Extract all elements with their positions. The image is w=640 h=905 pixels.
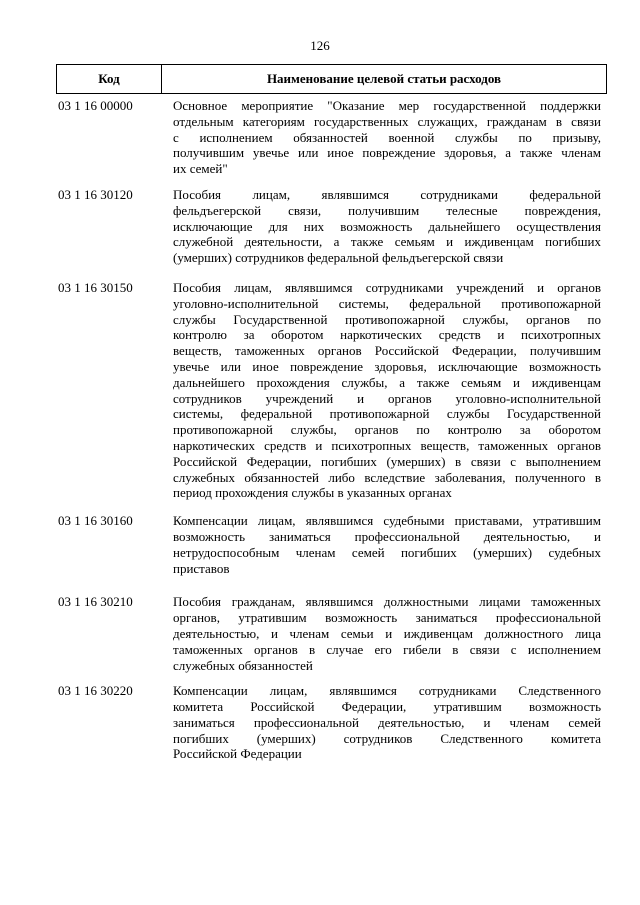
description-line: увечье или иное повреждение здоровья, исключающие возможность	[173, 358, 601, 374]
table-body	[56, 98, 607, 762]
description-line: Пособия лицам, являвшимся сотрудниками федеральной	[173, 186, 601, 202]
description-line: Компенсации лицам, являвшимся сотрудниками Следственного	[173, 683, 601, 699]
description-line: фельдъегерской связи, получившим телесные повреждения,	[173, 202, 601, 218]
table-row	[56, 187, 607, 266]
table-row	[56, 280, 607, 501]
description-line: дальнейшего прохождения службы, а также семьям и иждивенцам	[173, 374, 601, 390]
description-line: отдельным категориям государственных служащих, гражданам в связи	[173, 113, 601, 129]
description-line: служебных обязанностей	[173, 657, 313, 673]
description-line: уголовно-исполнительной системы, федеральной противопожарной	[173, 295, 601, 311]
table-row	[56, 98, 607, 177]
header-code: Код	[57, 65, 162, 93]
description-line: комитета Российской Федерации, утратившим возможность	[173, 699, 601, 715]
description-line: наркотических средств и психотропных веществ, таможенных органов	[173, 437, 601, 453]
description-line: Российской Федерации	[173, 746, 302, 762]
description-line: Российской Федерации, погибших (умерших) в связи с выполнением	[173, 453, 601, 469]
row-description	[173, 683, 601, 762]
table-row	[56, 683, 607, 762]
description-line: возможность заниматься профессиональной деятельностью, и	[173, 528, 601, 544]
row-description	[173, 280, 601, 501]
description-line: противопожарной службы, органов по контролю за оборотом	[173, 422, 601, 438]
description-line: сотрудников учреждений и органов уголовно-исполнительной	[173, 390, 601, 406]
description-line: исключающие для них возможность дальнейшего осуществления	[173, 218, 601, 234]
description-line: Компенсации лицам, являвшимся судебными приставами, утратившим	[173, 513, 601, 529]
description-line: погибших (умерших) сотрудников Следственного комитета	[173, 730, 601, 746]
row-code: 03 1 16 30160	[58, 513, 133, 529]
description-line: их семей"	[173, 161, 228, 177]
table-row	[56, 594, 607, 673]
table-header	[56, 64, 607, 94]
description-line: веществ, таможенных органов Российской Федерации, получившим	[173, 343, 601, 359]
row-description	[173, 98, 601, 177]
description-line: (умерших) сотрудников федеральной фельдъегерской связи	[173, 250, 504, 266]
table-row	[56, 513, 607, 576]
description-line: органов, утратившим возможность заниматься профессиональной	[173, 610, 601, 626]
description-line: с исполнением обязанностей военной службы по призыву,	[173, 129, 601, 145]
header-name: Наименование целевой статьи расходов	[266, 71, 502, 86]
description-line: Пособия лицам, являвшимся сотрудниками учреждений и органов	[173, 279, 601, 295]
row-code: 03 1 16 30220	[58, 683, 133, 699]
description-line: таможенных органов в случае его гибели в связи с исполнением	[173, 641, 601, 657]
row-description	[173, 594, 601, 673]
description-line: системы, федеральной противопожарной службы Государственной	[173, 406, 601, 422]
row-description	[173, 513, 601, 576]
description-line: контролю за оборотом наркотических средств и психотропных	[173, 327, 601, 343]
row-code: 03 1 16 30210	[58, 594, 133, 610]
page-number: 126	[310, 38, 330, 53]
row-code: 03 1 16 30120	[58, 186, 133, 202]
description-line: период прохождения службы в указанных органах	[173, 485, 452, 501]
row-code: 03 1 16 30150	[58, 279, 133, 295]
description-line: Пособия гражданам, являвшимся должностными лицами таможенных	[173, 594, 601, 610]
description-line: получившим увечье или иное повреждение здоровья, а также членам	[173, 145, 601, 161]
description-line: служебных обязанностей либо вследствие заболевания, полученного в	[173, 469, 601, 485]
description-line: заниматься профессиональной деятельностью, и членам семей	[173, 714, 601, 730]
description-line: службы Государственной противопожарной службы, органов по	[173, 311, 601, 327]
row-code: 03 1 16 00000	[58, 98, 133, 113]
description-line: Основное мероприятие "Оказание мер государственной поддержки	[173, 98, 601, 113]
row-description	[173, 187, 601, 266]
description-line: приставов	[173, 560, 230, 576]
description-line: служебной деятельности, а также семьям и иждивенцам погибших	[173, 234, 601, 250]
description-line: нетрудоспособным членам семей погибших (умерших) судебных	[173, 544, 601, 560]
description-line: деятельностью, и членам семьи и иждивенцам должностного лица	[173, 625, 601, 641]
